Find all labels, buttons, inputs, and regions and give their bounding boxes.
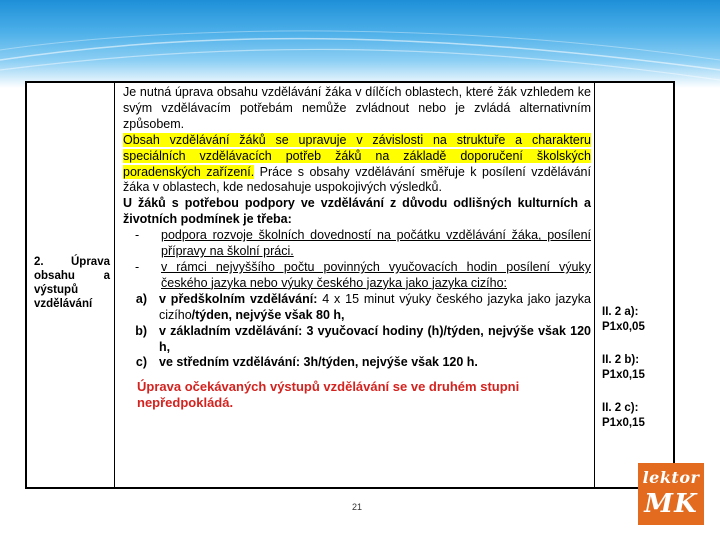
right-note-title: II. 2 c): (602, 402, 639, 414)
list-item-tail: /týden, nejvýše však 80 h, (191, 307, 345, 322)
logo-line1: lektor (642, 468, 700, 487)
row-label-word1: Úprava (71, 256, 110, 268)
list-item-lead: v předškolním vzdělávání: (159, 291, 318, 306)
list-item (123, 355, 591, 371)
highlighted-text: Obsah vzdělávání žáků se upravuje v závislosti na struktuře a charakteru speciálních vzdělávacích potřeb žáků na základě doporučení školských poradenských zařízení. (123, 132, 591, 179)
bullet-text: podpora rozvoje školních dovedností na počátku vzdělávání žáka, posílení přípravy na školní práci. (161, 228, 591, 259)
paragraph-3: U žáků s potřebou podpory ve vzdělávání z důvodu odlišných kulturních a životních podmínek je třeba: (123, 196, 591, 227)
list-item (123, 292, 591, 324)
list-item (123, 324, 591, 356)
row-label-word2: obsahu (34, 270, 75, 282)
right-note-title: II. 2 b): (602, 354, 640, 366)
list-item-label: b) (135, 323, 147, 338)
right-note-value: P1x0,15 (602, 369, 645, 381)
header-decoration-band (0, 0, 720, 88)
document-table (25, 81, 675, 489)
row-label-line3: výstupů (34, 284, 79, 296)
row-label (34, 255, 110, 311)
red-note: Úprava očekávaných výstupů vzdělávání se ve druhém stupni nepředpokládá. (137, 379, 520, 411)
right-note-a (602, 305, 645, 335)
paragraph-2-rest: Práce s obsahy vzdělávání směřuje k posílení vzdělávání žáka v oblastech, kde nedosahuje uspokojivých výsledků. (123, 164, 591, 195)
right-note-b (602, 353, 645, 383)
main-text-cell (123, 85, 591, 411)
row-label-word3: a (103, 270, 110, 282)
list-item-lead: ve středním vzdělávání: (159, 355, 301, 370)
right-note-value: P1x0,05 (602, 321, 645, 333)
column-divider-right (594, 83, 595, 487)
bullet-item (123, 228, 591, 260)
list-item-lead: v základním vzdělávání: (159, 323, 303, 338)
lektor-mk-logo (638, 463, 704, 525)
list-item-label: c) (135, 355, 147, 370)
bullet-text: v rámci nejvyššího počtu povinných vyučovacích hodin posílení výuky českého jazyka nebo výuky českého jazyka jako jazyka cizího: (161, 259, 591, 290)
list-item-label: a) (135, 291, 147, 306)
list-item-rest: 3 vyučovací hodiny (h)/týden, nejvýše však 120 h, (159, 323, 591, 354)
logo-line2: MK (644, 489, 698, 519)
column-divider-left (114, 83, 115, 487)
row-label-line4: vzdělávání (34, 298, 93, 310)
paragraph-1: Je nutná úprava obsahu vzdělávání žáka v dílčích oblastech, které žák vzhledem ke svým vzdělávacím potřebám nemůže zvládnout nebo je zvládá alternativním způsobem. (123, 85, 591, 131)
right-note-title: II. 2 a): (602, 306, 639, 318)
right-note-value: P1x0,15 (602, 417, 645, 429)
wave-lines-decoration (0, 0, 720, 88)
row-label-number: 2. (34, 256, 44, 268)
bullet-dash: - (135, 259, 140, 274)
list-item-rest: 3h/týden, nejvýše však 120 h. (300, 355, 478, 370)
list-item-rest: 4 x 15 minut výuky českého jazyka jako jazyka cizího (159, 291, 592, 322)
bullet-item (123, 260, 591, 292)
page-number: 21 (352, 502, 363, 512)
right-note-c (602, 401, 645, 431)
paragraph-2 (123, 133, 591, 197)
bullet-dash: - (135, 228, 140, 243)
